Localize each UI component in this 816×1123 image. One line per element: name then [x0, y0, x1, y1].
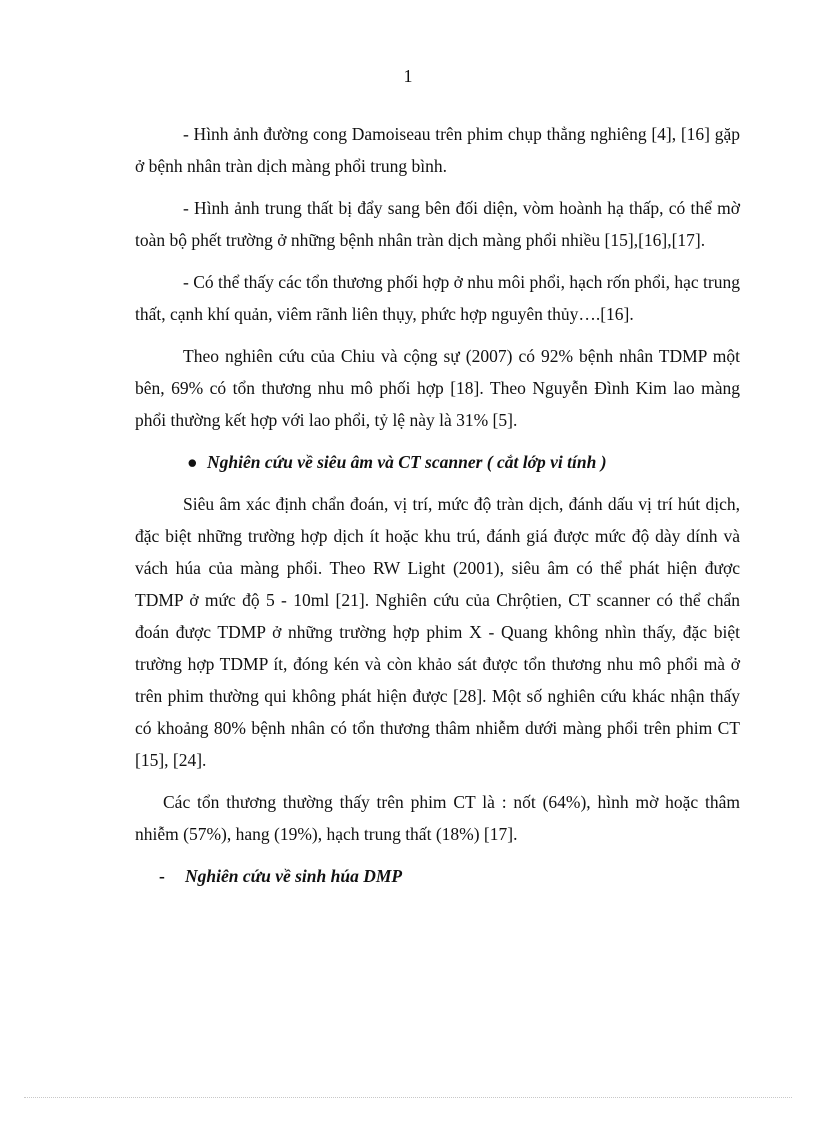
page-bottom-divider	[24, 1097, 792, 1098]
section-heading-text: Nghiên cứu về siêu âm và CT scanner ( cắt lớp vi tính )	[207, 452, 607, 472]
dash-marker: -	[159, 866, 165, 886]
paragraph-combined-lesions: - Có thể thấy các tổn thương phối hợp ở nhu môi phổi, hạch rốn phổi, hạc trung thất, cạnh khí quản, viêm rãnh liên thụy, phức hợp nguyên thủy….[16].	[135, 272, 740, 324]
page-number: 1	[403, 66, 413, 86]
paragraph-chiu-study: Theo nghiên cứu của Chiu và cộng sự (2007) có 92% bệnh nhân TDMP một bên, 69% có tổn thương nhu mô phối hợp [18]. Theo Nguyễn Đình Kim lao màng phổi thường kết hợp với lao phổi, tỷ lệ này là 31% [5].	[135, 346, 740, 430]
document-body	[135, 118, 740, 902]
paragraph-ultrasound-ct: Siêu âm xác định chẩn đoán, vị trí, mức độ tràn dịch, đánh dấu vị trí hút dịch, đặc biệt những trường hợp dịch ít hoặc khu trú, đánh giá được mức độ dày dính và vách húa của màng phổi. Theo RW Light (2001), siêu âm có thể phát hiện được TDMP ở mức độ 5 - 10ml [21]. Nghiên cứu của Chrộtien, CT scanner có thể chẩn đoán được TDMP ở những trường hợp phim X - Quang không nhìn thấy, đặc biệt trường hợp TDMP ít, đóng kén và còn khảo sát được tổn thương nhu mô phổi mà ở trên phim thường qui không phát hiện được [28]. Một số nghiên cứu khác nhận thấy có khoảng 80% bệnh nhân có tổn thương thâm nhiễm dưới màng phổi trên phim CT [15], [24].	[135, 494, 740, 770]
paragraph-mediastinum-shift: - Hình ảnh trung thất bị đẩy sang bên đối diện, vòm hoành hạ thấp, có thể mờ toàn bộ phết trường ở những bệnh nhân tràn dịch màng phổi nhiều [15],[16],[17].	[135, 198, 740, 250]
section-heading-ultrasound-ct	[135, 446, 740, 478]
paragraph-ct-lesions: Các tổn thương thường thấy trên phim CT là : nốt (64%), hình mờ hoặc thâm nhiễm (57%), hang (19%), hạch trung thất (18%) [17].	[135, 792, 740, 844]
paragraph-damoiseau-curve: - Hình ảnh đường cong Damoiseau trên phim chụp thẳng nghiêng [4], [16] gặp ở bệnh nhân tràn dịch màng phổi trung bình.	[135, 124, 740, 176]
section-heading-text: Nghiên cứu về sinh húa DMP	[185, 866, 403, 886]
section-heading-biochemistry	[135, 860, 740, 892]
bullet-icon: ●	[187, 452, 198, 472]
